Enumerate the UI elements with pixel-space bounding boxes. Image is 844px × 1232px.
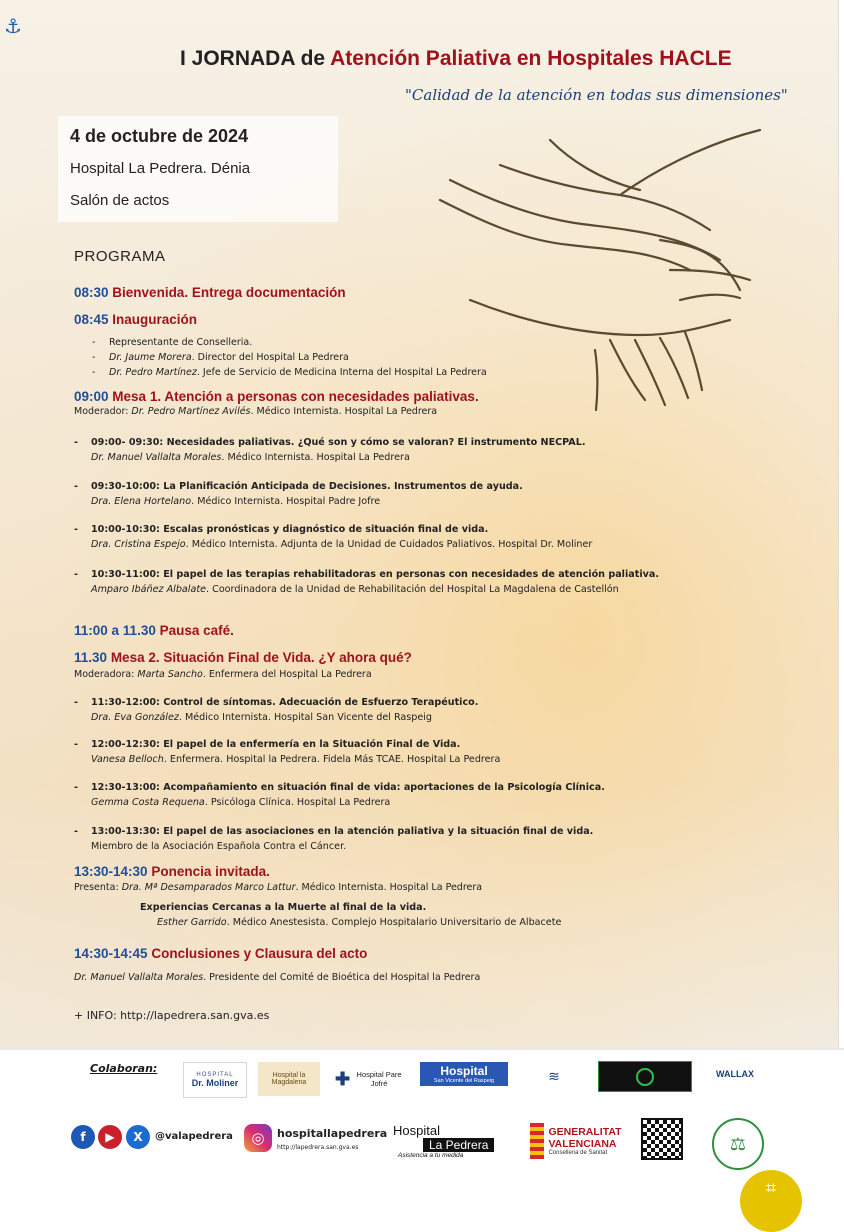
session-closing: 14:30-14:45 Conclusiones y Clausura del acto — [74, 946, 368, 961]
inauguration-speaker: - Dr. Jaume Morera. Director del Hospital La Pedrera — [92, 352, 349, 363]
session-mesa-2: 11.30 Mesa 2. Situación Final de Vida. ¿Y ahora qué? — [74, 650, 412, 665]
session-break: 11:00 a 11.30 Pausa café. — [74, 623, 234, 638]
talk-item: - 11:30-12:00: Control de síntomas. Adecuación de Esfuerzo Terapéutico. Dra. Eva González. Médico Internista. Hospital San Vicente del Raspeig — [74, 697, 479, 723]
date-box — [58, 116, 338, 222]
event-title: I JORNADA de Atención Paliativa en Hospitales HACLE — [180, 47, 732, 70]
session-invited-talk: 13:30-14:30 Ponencia invitada. — [74, 864, 270, 879]
moderator-line: Moderador: Dr. Pedro Martínez Avilés. Médico Internista. Hospital La Pedrera — [74, 406, 438, 417]
info-link[interactable]: + INFO: http://lapedrera.san.gva.es — [74, 1009, 270, 1022]
instagram-url[interactable]: http://lapedrera.san.gva.es — [277, 1144, 359, 1151]
qr-code[interactable] — [641, 1118, 683, 1160]
youtube-icon[interactable]: ▶ — [98, 1125, 122, 1149]
social-handle[interactable]: @valapedrera — [155, 1131, 233, 1142]
event-date: 4 de octubre de 2024 — [70, 126, 249, 146]
x-twitter-icon[interactable]: X — [126, 1125, 150, 1149]
closing-speaker: Dr. Manuel Vallalta Morales. Presidente del Comité de Bioética del Hospital la Pedrera — [74, 972, 481, 983]
logo-hospital-la-magdalena: Hospital la Magdalena — [258, 1062, 320, 1096]
event-room: Salón de actos — [70, 192, 170, 209]
talk-item: - 12:00-12:30: El papel de la enfermería en la Situación Final de Vida. Vanesa Belloch. Enfermera. Hospital la Pedrera. Fidela Más TCAE. Hospital La Pedrera — [74, 739, 501, 765]
colaboran-label: Colaboran: — [90, 1062, 158, 1075]
logo-wallax: WALLAX — [716, 1069, 754, 1079]
inauguration-speaker: - Representante de Conselleria. — [92, 337, 253, 348]
programa-heading: PROGRAMA — [74, 248, 166, 265]
inauguration-speaker: - Dr. Pedro Martínez. Jefe de Servicio de Medicina Interna del Hospital La Pedrera — [92, 367, 487, 378]
moderator-line: Moderadora: Marta Sancho. Enfermera del Hospital La Pedrera — [74, 669, 372, 680]
logo-hospital-pare-jofre: ✚ Hospital Pare Jofré — [335, 1068, 402, 1089]
senyera-icon — [530, 1123, 544, 1159]
invited-talk: Experiencias Cercanas a la Muerte al final de la vida. Esther Garrido. Médico Anestesista. Complejo Hospitalario Universitario de Albacete — [140, 902, 562, 928]
scan-corner-button[interactable]: ⌗ — [740, 1170, 802, 1232]
talk-item: - 13:00-13:30: El papel de las asociaciones en la atención paliativa y la situación final de vida. Miembro de la Asociación Española Contra el Cáncer. — [74, 826, 594, 852]
logo-generalitat-valenciana: GENERALITAT VALENCIANA Conselleria de Sanitat — [522, 1118, 630, 1164]
event-place: Hospital La Pedrera. Dénia — [70, 160, 251, 177]
talk-item: - 12:30-13:00: Acompañamiento en situación final de vida: aportaciones de la Psicología Clínica. Gemma Costa Requena. Psicóloga Clínica. Hospital La Pedrera — [74, 782, 605, 808]
session-welcome: 08:30 Bienvenida. Entrega documentación — [74, 285, 346, 300]
circle-icon — [636, 1068, 654, 1086]
anchor-icon: ⚓ — [4, 14, 22, 38]
facebook-icon[interactable]: f — [71, 1125, 95, 1149]
talk-item: - 09:30-10:00: La Planificación Anticipada de Decisiones. Instrumentos de ayuda. Dra. Elena Hortelano. Médico Internista. Hospital Padre Jofre — [74, 481, 523, 507]
sponsor-logo-dark — [598, 1061, 692, 1092]
logo-hospital-dr-moliner: HOSPITAL Dr. Moliner — [183, 1062, 247, 1098]
footer-divider — [0, 1048, 844, 1050]
presenter-line: Presenta: Dra. Mª Desamparados Marco Lattur. Médico Internista. Hospital La Pedrera — [74, 882, 483, 893]
instagram-icon[interactable]: ◎ — [244, 1124, 272, 1152]
sponsor-logo-wave-icon: ≋ — [548, 1067, 560, 1084]
talk-item: - 10:00-10:30: Escalas pronósticas y diagnóstico de situación final de vida. Dra. Cristina Espejo. Médico Internista. Adjunta de la Unidad de Cuidados Paliativos. Hospital Dr. Moliner — [74, 524, 593, 550]
instagram-handle[interactable]: hospitallapedrera — [277, 1127, 388, 1140]
logo-hospital-la-pedrera: Hospital La Pedrera Asistencia a tu medida — [393, 1118, 503, 1164]
bioethics-committee-seal: ⚖ — [712, 1118, 764, 1170]
talk-item: - 10:30-11:00: El papel de las terapias rehabilitadoras en personas con necesidades de atención paliativa. Amparo Ibáñez Albalate. Coordinadora de la Unidad de Rehabilitación del Hospital La Magdalena de Castellón — [74, 569, 659, 595]
event-subtitle: "Calidad de la atención en todas sus dimensiones" — [405, 86, 788, 104]
session-mesa-1: 09:00 Mesa 1. Atención a personas con necesidades paliativas. — [74, 389, 479, 404]
session-inauguration: 08:45 Inauguración — [74, 312, 198, 327]
cross-icon: ✚ — [335, 1068, 351, 1089]
talk-item: - 09:00- 09:30: Necesidades paliativas. ¿Qué son y cómo se valoran? El instrumento NECPAL. Dr. Manuel Vallalta Morales. Médico Internista. Hospital La Pedrera — [74, 437, 586, 463]
logo-hospital-san-vicente: Hospital San Vicente del Raspeig — [420, 1062, 508, 1086]
